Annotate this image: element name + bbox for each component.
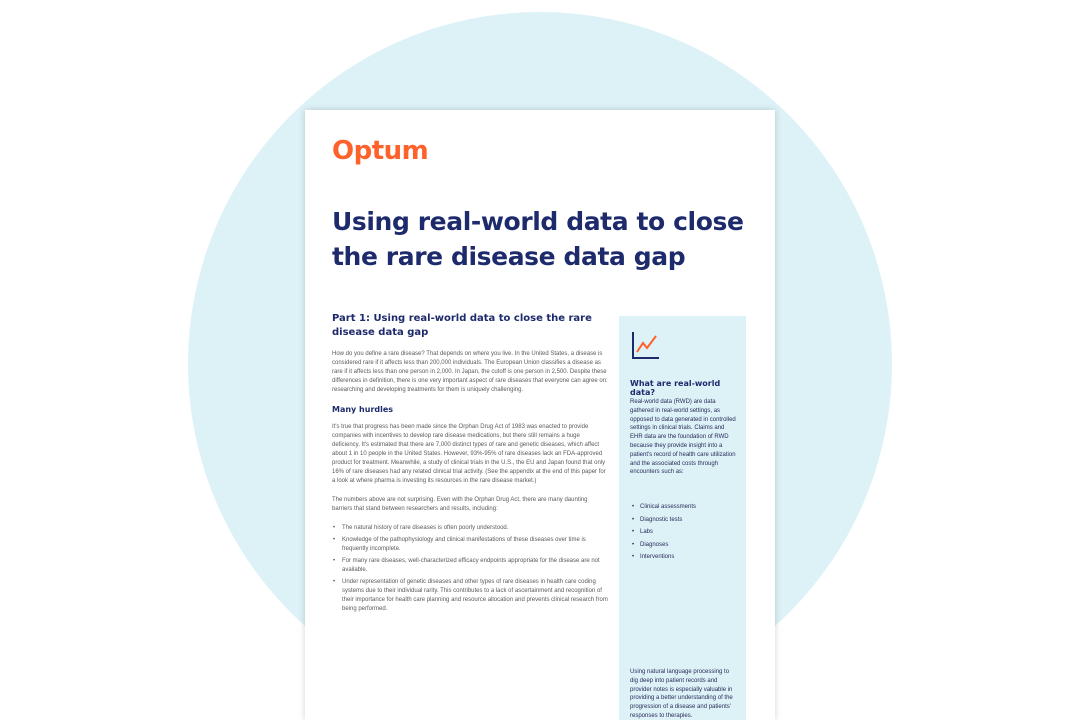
- hurdles-paragraph: It's true that progress has been made since the Orphan Drug Act of 1983 was enacted to provide companies with incentives to develop rare disease medications, but there still remains a huge deficiency. It's estimated that there are 7,000 distinct types of rare and genetic diseases, which affect about 1 in 10 people in the United States. However, 93%-95% of rare diseases lack an FDA-approved product for treatment. Meanwhile, a study of clinical trials in the U.S., the EU and Japan found that only 16% of rare diseases had any related clinical trial activity. (See the appendix at the end of this paper for a look at where pharma is investing its resources in the rare disease market.): [332, 424, 606, 484]
- barriers-paragraph: The numbers above are not surprising. Even with the Orphan Drug Act, there are many daunting barriers that stand between researchers and results, including:: [332, 497, 588, 512]
- sidebar-title: What are real-world data?: [630, 379, 721, 397]
- optum-logo: Optum: [332, 136, 429, 166]
- list-item: • For many rare diseases, well-characterized efficacy endpoints appropriate for the disease are not available.: [340, 557, 608, 575]
- sidebar-closing-paragraph: Using natural language processing to dig deep into patient records and provider notes is especially valuable in providing a better understanding of the progression of a disease and patients' responses to therapies.: [630, 669, 733, 719]
- part-title: Part 1: Using real-world data to close the rare disease data gap: [332, 313, 592, 338]
- barriers-list: [332, 524, 608, 614]
- section-heading: Many hurdles: [332, 405, 394, 414]
- sidebar-list: [630, 503, 748, 566]
- list-item: • Knowledge of the pathophysiology and clinical manifestations of these diseases over time is frequently incomplete.: [340, 536, 608, 554]
- list-item: • Under representation of genetic diseases and other types of rare diseases in health care coding systems due to their individual rarity. This contributes to a lack of ascertainment and recognition of their importance for health care planning and resource allocation and prevents clinical research from being performed.: [340, 578, 608, 614]
- intro-paragraph: How do you define a rare disease? That depends on where you live. In the United States, a disease is considered rare if it affects less than 200,000 individuals. The European Union classifies a disease as rare if it affects less than one person in 2,000. In Japan, the cutoff is one person in 2,500. Despite these differences in definition, there is one very important aspect of rare diseases that everyone can agree on: researching and developing treatments for them is uniquely challenging.: [332, 351, 608, 393]
- list-item: • Diagnostic tests: [640, 516, 748, 525]
- document-page: [305, 110, 775, 720]
- list-item: • The natural history of rare diseases is often poorly understood.: [340, 524, 608, 533]
- sidebar-callout: [619, 316, 746, 720]
- line-chart-icon: [631, 330, 661, 360]
- list-item: • Diagnoses: [640, 541, 748, 550]
- document-title: Using real-world data to close the rare disease data gap: [332, 207, 744, 271]
- list-item: • Interventions: [640, 553, 748, 562]
- list-item: • Clinical assessments: [640, 503, 748, 512]
- sidebar-paragraph: Real-world data (RWD) are data gathered in real-world settings, as opposed to data generated in controlled settings in clinical trials. Claims and EHR data are the foundation of RWD because they provide insight into a patient's record of health care utilization and the associated costs through encounters such as:: [630, 399, 736, 476]
- list-item: • Labs: [640, 528, 748, 537]
- main-column: [332, 312, 608, 617]
